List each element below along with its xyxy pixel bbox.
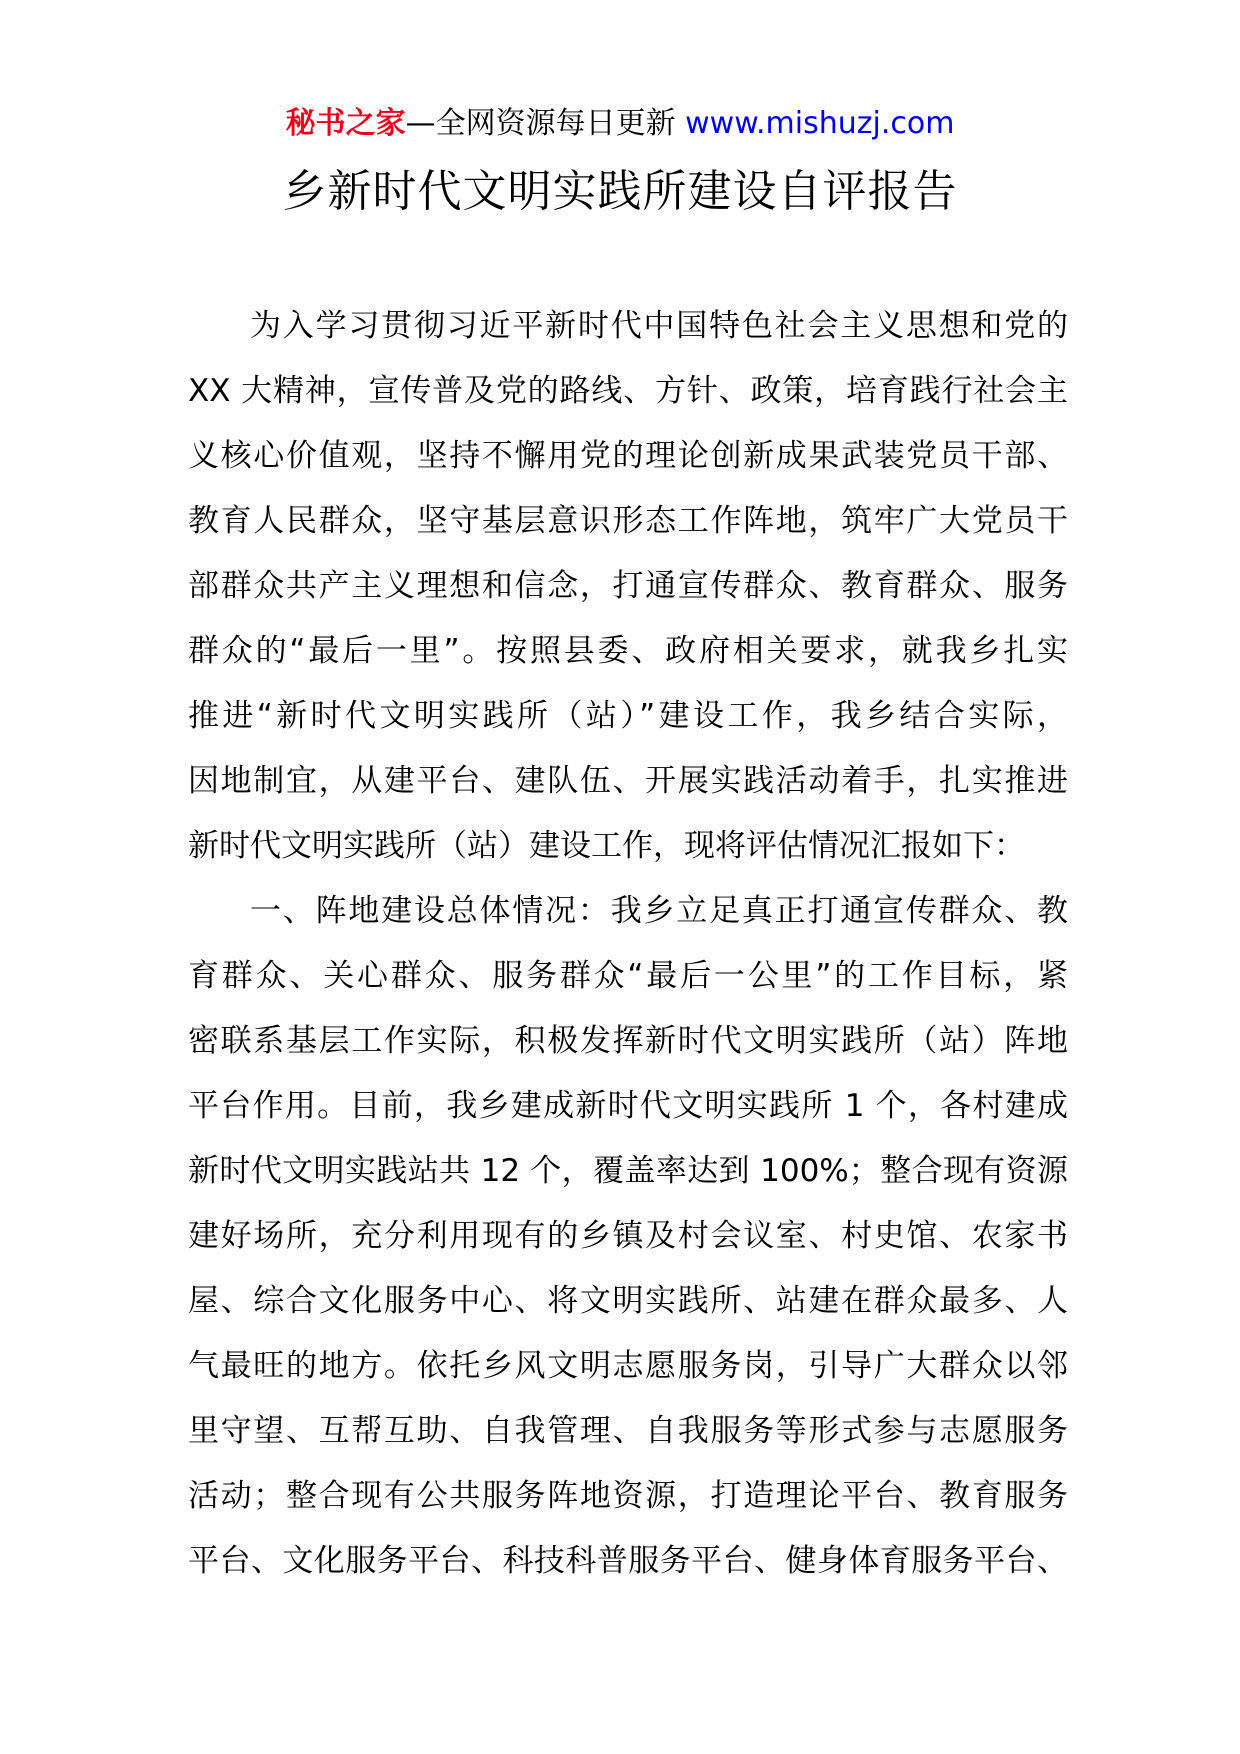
- body-line: 义核心价值观，坚持不懈用党的理论创新成果武装党员干部、: [188, 438, 1068, 474]
- document-body: [188, 294, 1068, 1594]
- body-line: 屋、综合文化服务中心、将文明实践所、站建在群众最多、人: [188, 1283, 1068, 1319]
- body-line: XX 大精神，宣传普及党的路线、方针、政策，培育践行社会主: [188, 373, 1068, 409]
- body-line: 气最旺的地方。依托乡风文明志愿服务岗，引导广大群众以邻: [188, 1348, 1068, 1384]
- brand-name: 秘书之家: [285, 106, 406, 141]
- site-url-link[interactable]: www.mishuzj.com: [685, 106, 955, 141]
- body-line: 群众的“最后一里”。按照县委、政府相关要求，就我乡扎实: [188, 633, 1068, 669]
- body-line: 教育人民群众，坚守基层意识形态工作阵地，筑牢广大党员干: [188, 503, 1068, 539]
- body-line: 密联系基层工作实际，积极发挥新时代文明实践所（站）阵地: [188, 1023, 1068, 1059]
- body-line: 因地制宜，从建平台、建队伍、开展实践活动着手，扎实推进: [188, 763, 1068, 799]
- document-title: 乡新时代文明实践所建设自评报告: [282, 166, 958, 217]
- body-line: 建好场所，充分利用现有的乡镇及村会议室、村史馆、农家书: [188, 1218, 1068, 1254]
- body-line: 新时代文明实践所（站）建设工作，现将评估情况汇报如下：: [188, 828, 1025, 864]
- body-line: 活动；整合现有公共服务阵地资源，打造理论平台、教育服务: [188, 1478, 1068, 1514]
- body-line: 为入学习贯彻习近平新时代中国特色社会主义思想和党的: [250, 308, 1068, 344]
- body-line: 一、阵地建设总体情况：我乡立足真正打通宣传群众、教: [250, 893, 1068, 929]
- body-line: 里守望、互帮互助、自我管理、自我服务等形式参与志愿服务: [188, 1413, 1068, 1449]
- body-line: 部群众共产主义理想和信念，打通宣传群众、教育群众、服务: [188, 568, 1068, 604]
- site-header: [0, 104, 1240, 144]
- body-line: 推进“新时代文明实践所（站）”建设工作，我乡结合实际，: [188, 698, 1068, 734]
- body-line: 平台、文化服务平台、科技科普服务平台、健身体育服务平台、: [188, 1543, 1068, 1579]
- header-tagline: —全网资源每日更新: [405, 106, 686, 141]
- body-line: 新时代文明实践站共 12 个，覆盖率达到 100%；整合现有资源: [188, 1153, 1068, 1189]
- body-line: 平台作用。目前，我乡建成新时代文明实践所 1 个，各村建成: [188, 1088, 1068, 1124]
- body-line: 育群众、关心群众、服务群众“最后一公里”的工作目标，紧: [188, 958, 1068, 994]
